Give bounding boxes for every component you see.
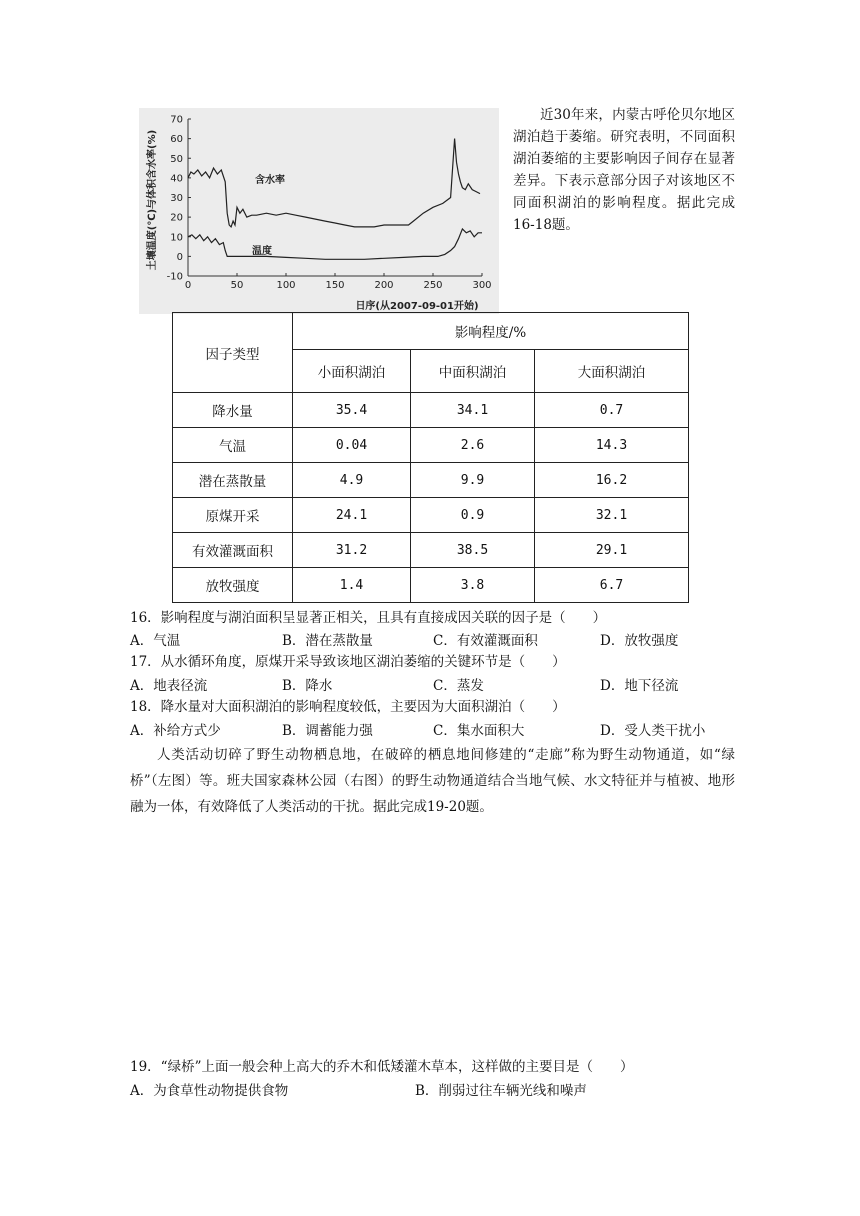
y-tick-label: 50	[170, 153, 183, 165]
y-tick-label: 40	[170, 173, 183, 185]
y-tick-label: 20	[170, 212, 183, 224]
series-line-temperature	[188, 229, 482, 259]
factor-type-header: 因子类型	[173, 313, 293, 393]
passage-wildlife-corridor: 人类活动切碎了野生动物栖息地，在破碎的栖息地间修建的“走廊”称为野生动物通道，如“绿桥”（左图）等。班夫国家森林公园（右图）的野生动物通道结合当地气候、水文特征并与植被、地形融为一体，有效降低了人类活动的干扰。据此完成19-20题。	[130, 747, 735, 815]
y-tick-label: 30	[170, 193, 183, 204]
table-row	[173, 393, 689, 428]
factor-cell: 气温	[173, 428, 293, 463]
value-cell: 35.4	[293, 393, 411, 428]
option-a: A．为食草性动物提供食物	[130, 1083, 289, 1099]
x-tick-label: 100	[276, 280, 296, 291]
value-cell: 16.2	[535, 463, 689, 498]
x-tick-label: 150	[325, 280, 345, 291]
table-row	[173, 568, 689, 603]
x-tick-label: 0	[184, 280, 192, 291]
x-tick-label: 200	[374, 280, 394, 291]
option-b: B．调蓄能力强	[282, 723, 373, 739]
question-18-stem: 18．降水量对大面积湖泊的影响程度较低，主要因为大面积湖泊（ ）	[130, 699, 566, 715]
question-19-stem: 19．“绿桥”上面一般会种上高大的乔木和低矮灌木草本，这样做的主要目是（ ）	[130, 1059, 634, 1075]
question-16-stem: 16．影响程度与湖泊面积呈显著正相关，且具有直接成因关联的因子是（ ）	[130, 610, 607, 626]
question-17-stem: 17．从水循环角度，原煤开采导致该地区湖泊萎缩的关键环节是（ ）	[130, 654, 566, 670]
value-cell: 24.1	[293, 498, 411, 533]
soil-temperature-moisture-chart	[139, 108, 499, 314]
option-c: C．蒸发	[433, 678, 484, 694]
table-row	[173, 463, 689, 498]
col-header-small-lake: 小面积湖泊	[293, 350, 411, 393]
y-tick-label: 60	[170, 134, 183, 146]
intro-paragraph: 近30年来，内蒙古呼伦贝尔地区湖泊趋于萎缩。研究表明，不同面积湖泊萎缩的主要影响因子间存在显著差异。下表示意部分因子对该地区不同面积湖泊的影响程度。据此完成16-18题。	[513, 107, 735, 233]
value-cell: 9.9	[411, 463, 535, 498]
factor-cell: 降水量	[173, 393, 293, 428]
factor-cell: 潜在蒸散量	[173, 463, 293, 498]
series-label-temperature: 温度	[252, 246, 272, 257]
x-tick-label: 50	[230, 280, 244, 291]
option-c: C．集水面积大	[433, 723, 525, 739]
y-tick-label: -10	[166, 271, 183, 283]
table-row	[173, 498, 689, 533]
value-cell: 0.9	[411, 498, 535, 533]
value-cell: 34.1	[411, 393, 535, 428]
option-a: A．地表径流	[130, 678, 208, 694]
col-header-medium-lake: 中面积湖泊	[411, 350, 535, 393]
y-tick-label: 70	[170, 114, 183, 126]
value-cell: 0.04	[293, 428, 411, 463]
factor-cell: 原煤开采	[173, 498, 293, 533]
question-19-options	[0, 1079, 860, 1101]
question-18-options	[0, 719, 860, 741]
value-cell: 38.5	[411, 533, 535, 568]
series-label-moisture: 含水率	[255, 175, 285, 186]
value-cell: 6.7	[535, 568, 689, 603]
question-16-options	[0, 629, 860, 651]
option-b: B．降水	[282, 678, 333, 694]
option-d: D．放牧强度	[600, 633, 679, 649]
y-axis-label: 土壤温度(℃)与体积含水率(%)	[147, 129, 158, 271]
option-b: B．潜在蒸散量	[282, 633, 373, 649]
impact-degree-header: 影响程度/%	[293, 313, 689, 350]
soil-chart	[139, 108, 499, 314]
x-tick-label: 250	[423, 280, 443, 291]
y-tick-label: 10	[170, 232, 183, 244]
value-cell: 0.7	[535, 393, 689, 428]
value-cell: 31.2	[293, 533, 411, 568]
x-axis-label: 日序(从2007-09-01开始)	[355, 301, 479, 312]
value-cell: 14.3	[535, 428, 689, 463]
value-cell: 3.8	[411, 568, 535, 603]
y-tick-label: 0	[176, 251, 183, 263]
value-cell: 29.1	[535, 533, 689, 568]
option-d: D．受人类干扰小	[600, 723, 706, 739]
value-cell: 2.6	[411, 428, 535, 463]
value-cell: 32.1	[535, 498, 689, 533]
option-a: A．补给方式少	[130, 723, 221, 739]
series-line-moisture	[188, 139, 480, 227]
option-a: A．气温	[130, 633, 181, 649]
table-row	[173, 428, 689, 463]
option-d: D．地下径流	[600, 678, 679, 694]
value-cell: 1.4	[293, 568, 411, 603]
value-cell: 4.9	[293, 463, 411, 498]
question-17-options	[0, 674, 860, 696]
table-row	[173, 533, 689, 568]
factor-cell: 有效灌溉面积	[173, 533, 293, 568]
option-c: C．有效灌溉面积	[433, 633, 538, 649]
factor-cell: 放牧强度	[173, 568, 293, 603]
option-b: B．削弱过往车辆光线和噪声	[415, 1083, 587, 1099]
col-header-large-lake: 大面积湖泊	[535, 350, 689, 393]
impact-factor-table	[172, 312, 689, 603]
x-tick-label: 300	[472, 280, 492, 291]
